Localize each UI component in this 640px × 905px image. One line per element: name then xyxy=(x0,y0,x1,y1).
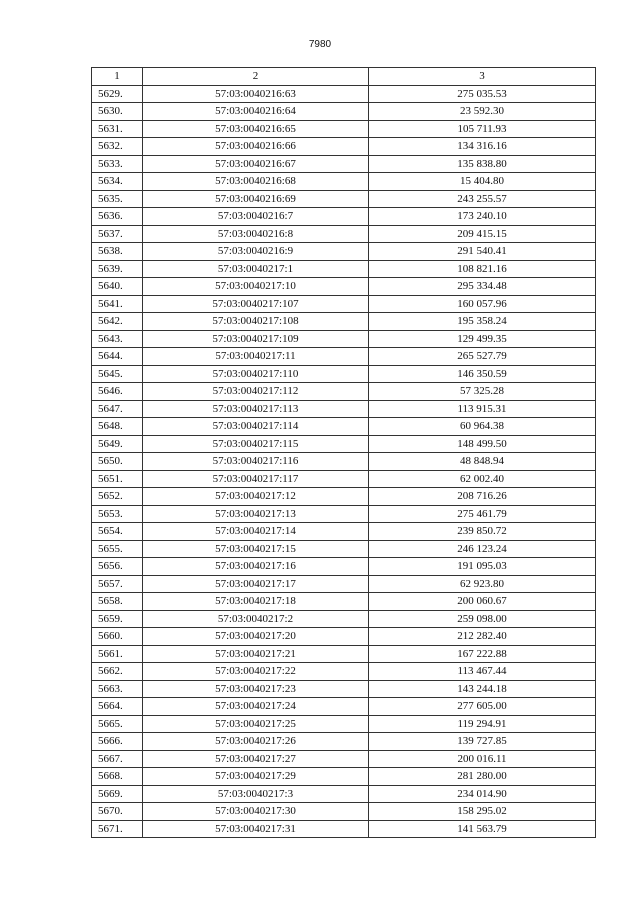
row-number-cell: 5655. xyxy=(92,540,143,558)
cadastral-value-cell: 281 280.00 xyxy=(369,768,596,786)
column-header-1: 1 xyxy=(92,68,143,86)
cadastral-number-cell: 57:03:0040217:114 xyxy=(143,418,369,436)
cadastral-number-cell: 57:03:0040217:10 xyxy=(143,278,369,296)
table-body xyxy=(92,68,596,838)
table-row xyxy=(92,558,596,576)
table-row xyxy=(92,628,596,646)
cadastral-value-cell: 200 060.67 xyxy=(369,593,596,611)
table-row xyxy=(92,715,596,733)
row-number-cell: 5629. xyxy=(92,85,143,103)
cadastral-value-cell: 108 821.16 xyxy=(369,260,596,278)
table-row xyxy=(92,400,596,418)
cadastral-number-cell: 57:03:0040217:25 xyxy=(143,715,369,733)
cadastral-value-cell: 148 499.50 xyxy=(369,435,596,453)
row-number-cell: 5659. xyxy=(92,610,143,628)
table-row xyxy=(92,645,596,663)
table-row xyxy=(92,85,596,103)
row-number-cell: 5658. xyxy=(92,593,143,611)
cadastral-value-cell: 129 499.35 xyxy=(369,330,596,348)
row-number-cell: 5647. xyxy=(92,400,143,418)
cadastral-value-cell: 134 316.16 xyxy=(369,138,596,156)
table-row xyxy=(92,190,596,208)
row-number-cell: 5654. xyxy=(92,523,143,541)
cadastral-value-cell: 277 605.00 xyxy=(369,698,596,716)
cadastral-value-cell: 212 282.40 xyxy=(369,628,596,646)
cadastral-number-cell: 57:03:0040217:31 xyxy=(143,820,369,838)
table-row xyxy=(92,523,596,541)
table-row xyxy=(92,313,596,331)
row-number-cell: 5668. xyxy=(92,768,143,786)
cadastral-value-cell: 246 123.24 xyxy=(369,540,596,558)
row-number-cell: 5635. xyxy=(92,190,143,208)
cadastral-number-cell: 57:03:0040217:12 xyxy=(143,488,369,506)
table-row xyxy=(92,173,596,191)
cadastral-number-cell: 57:03:0040216:7 xyxy=(143,208,369,226)
row-number-cell: 5669. xyxy=(92,785,143,803)
cadastral-number-cell: 57:03:0040216:63 xyxy=(143,85,369,103)
row-number-cell: 5656. xyxy=(92,558,143,576)
cadastral-value-cell: 234 014.90 xyxy=(369,785,596,803)
cadastral-number-cell: 57:03:0040217:24 xyxy=(143,698,369,716)
cadastral-number-cell: 57:03:0040216:64 xyxy=(143,103,369,121)
row-number-cell: 5665. xyxy=(92,715,143,733)
cadastral-value-cell: 119 294.91 xyxy=(369,715,596,733)
cadastral-value-cell: 209 415.15 xyxy=(369,225,596,243)
table-row xyxy=(92,680,596,698)
cadastral-value-cell: 48 848.94 xyxy=(369,453,596,471)
row-number-cell: 5671. xyxy=(92,820,143,838)
table-row xyxy=(92,610,596,628)
table-row xyxy=(92,820,596,838)
cadastral-number-cell: 57:03:0040217:11 xyxy=(143,348,369,366)
cadastral-value-cell: 239 850.72 xyxy=(369,523,596,541)
row-number-cell: 5646. xyxy=(92,383,143,401)
row-number-cell: 5640. xyxy=(92,278,143,296)
table-row xyxy=(92,348,596,366)
cadastral-value-cell: 62 002.40 xyxy=(369,470,596,488)
table-row xyxy=(92,575,596,593)
table-row xyxy=(92,260,596,278)
cadastral-number-cell: 57:03:0040217:13 xyxy=(143,505,369,523)
row-number-cell: 5630. xyxy=(92,103,143,121)
cadastral-value-cell: 291 540.41 xyxy=(369,243,596,261)
row-number-cell: 5637. xyxy=(92,225,143,243)
table-row xyxy=(92,803,596,821)
table-row xyxy=(92,103,596,121)
cadastral-number-cell: 57:03:0040217:27 xyxy=(143,750,369,768)
cadastral-number-cell: 57:03:0040217:18 xyxy=(143,593,369,611)
cadastral-number-cell: 57:03:0040217:112 xyxy=(143,383,369,401)
row-number-cell: 5652. xyxy=(92,488,143,506)
table-row xyxy=(92,435,596,453)
table-row xyxy=(92,365,596,383)
cadastral-number-cell: 57:03:0040217:1 xyxy=(143,260,369,278)
row-number-cell: 5648. xyxy=(92,418,143,436)
cadastral-number-cell: 57:03:0040217:23 xyxy=(143,680,369,698)
row-number-cell: 5633. xyxy=(92,155,143,173)
cadastral-value-cell: 160 057.96 xyxy=(369,295,596,313)
row-number-cell: 5651. xyxy=(92,470,143,488)
cadastral-number-cell: 57:03:0040216:69 xyxy=(143,190,369,208)
cadastral-number-cell: 57:03:0040216:68 xyxy=(143,173,369,191)
table-row xyxy=(92,120,596,138)
cadastral-value-cell: 113 915.31 xyxy=(369,400,596,418)
table-row xyxy=(92,663,596,681)
table-header-row xyxy=(92,68,596,86)
column-header-3: 3 xyxy=(369,68,596,86)
row-number-cell: 5662. xyxy=(92,663,143,681)
cadastral-value-cell: 295 334.48 xyxy=(369,278,596,296)
cadastral-value-cell: 265 527.79 xyxy=(369,348,596,366)
page-number: 7980 xyxy=(308,39,332,50)
cadastral-value-cell: 62 923.80 xyxy=(369,575,596,593)
cadastral-number-cell: 57:03:0040217:117 xyxy=(143,470,369,488)
row-number-cell: 5632. xyxy=(92,138,143,156)
row-number-cell: 5649. xyxy=(92,435,143,453)
table-row xyxy=(92,540,596,558)
cadastral-number-cell: 57:03:0040217:107 xyxy=(143,295,369,313)
cadastral-number-cell: 57:03:0040216:65 xyxy=(143,120,369,138)
cadastral-value-cell: 275 035.53 xyxy=(369,85,596,103)
cadastral-number-cell: 57:03:0040217:14 xyxy=(143,523,369,541)
row-number-cell: 5653. xyxy=(92,505,143,523)
table-row xyxy=(92,453,596,471)
row-number-cell: 5636. xyxy=(92,208,143,226)
table-row xyxy=(92,208,596,226)
table-row xyxy=(92,418,596,436)
cadastral-number-cell: 57:03:0040217:110 xyxy=(143,365,369,383)
cadastral-number-cell: 57:03:0040216:67 xyxy=(143,155,369,173)
cadastral-value-cell: 135 838.80 xyxy=(369,155,596,173)
cadastral-value-cell: 113 467.44 xyxy=(369,663,596,681)
cadastral-number-cell: 57:03:0040217:21 xyxy=(143,645,369,663)
cadastral-value-cell: 143 244.18 xyxy=(369,680,596,698)
cadastral-number-cell: 57:03:0040216:66 xyxy=(143,138,369,156)
cadastral-value-cell: 167 222.88 xyxy=(369,645,596,663)
table-row xyxy=(92,785,596,803)
cadastral-number-cell: 57:03:0040216:9 xyxy=(143,243,369,261)
row-number-cell: 5660. xyxy=(92,628,143,646)
cadastral-value-cell: 146 350.59 xyxy=(369,365,596,383)
row-number-cell: 5645. xyxy=(92,365,143,383)
cadastral-number-cell: 57:03:0040217:113 xyxy=(143,400,369,418)
table-row xyxy=(92,155,596,173)
row-number-cell: 5670. xyxy=(92,803,143,821)
row-number-cell: 5639. xyxy=(92,260,143,278)
table-row xyxy=(92,750,596,768)
row-number-cell: 5631. xyxy=(92,120,143,138)
table-row xyxy=(92,470,596,488)
cadastral-number-cell: 57:03:0040217:15 xyxy=(143,540,369,558)
row-number-cell: 5643. xyxy=(92,330,143,348)
cadastral-value-cell: 139 727.85 xyxy=(369,733,596,751)
cadastral-value-cell: 57 325.28 xyxy=(369,383,596,401)
cadastral-number-cell: 57:03:0040217:26 xyxy=(143,733,369,751)
cadastral-number-cell: 57:03:0040217:22 xyxy=(143,663,369,681)
cadastral-value-cell: 173 240.10 xyxy=(369,208,596,226)
cadastral-value-cell: 23 592.30 xyxy=(369,103,596,121)
cadastral-number-cell: 57:03:0040217:29 xyxy=(143,768,369,786)
row-number-cell: 5638. xyxy=(92,243,143,261)
cadastral-value-cell: 200 016.11 xyxy=(369,750,596,768)
cadastral-number-cell: 57:03:0040217:16 xyxy=(143,558,369,576)
cadastral-value-cell: 141 563.79 xyxy=(369,820,596,838)
table-row xyxy=(92,505,596,523)
table-row xyxy=(92,698,596,716)
table-row xyxy=(92,330,596,348)
cadastral-number-cell: 57:03:0040216:8 xyxy=(143,225,369,243)
row-number-cell: 5642. xyxy=(92,313,143,331)
cadastral-value-cell: 259 098.00 xyxy=(369,610,596,628)
cadastral-number-cell: 57:03:0040217:115 xyxy=(143,435,369,453)
cadastral-value-cell: 60 964.38 xyxy=(369,418,596,436)
row-number-cell: 5650. xyxy=(92,453,143,471)
cadastral-value-table xyxy=(91,67,596,838)
row-number-cell: 5644. xyxy=(92,348,143,366)
cadastral-value-cell: 243 255.57 xyxy=(369,190,596,208)
cadastral-value-cell: 275 461.79 xyxy=(369,505,596,523)
row-number-cell: 5641. xyxy=(92,295,143,313)
row-number-cell: 5663. xyxy=(92,680,143,698)
cadastral-number-cell: 57:03:0040217:108 xyxy=(143,313,369,331)
cadastral-number-cell: 57:03:0040217:109 xyxy=(143,330,369,348)
cadastral-number-cell: 57:03:0040217:116 xyxy=(143,453,369,471)
cadastral-value-cell: 105 711.93 xyxy=(369,120,596,138)
cadastral-value-cell: 191 095.03 xyxy=(369,558,596,576)
table-row xyxy=(92,138,596,156)
cadastral-number-cell: 57:03:0040217:2 xyxy=(143,610,369,628)
cadastral-value-cell: 208 716.26 xyxy=(369,488,596,506)
row-number-cell: 5634. xyxy=(92,173,143,191)
cadastral-number-cell: 57:03:0040217:17 xyxy=(143,575,369,593)
row-number-cell: 5661. xyxy=(92,645,143,663)
cadastral-value-cell: 195 358.24 xyxy=(369,313,596,331)
table-row xyxy=(92,593,596,611)
table-row xyxy=(92,733,596,751)
cadastral-number-cell: 57:03:0040217:3 xyxy=(143,785,369,803)
cadastral-value-cell: 158 295.02 xyxy=(369,803,596,821)
cadastral-number-cell: 57:03:0040217:30 xyxy=(143,803,369,821)
row-number-cell: 5667. xyxy=(92,750,143,768)
row-number-cell: 5664. xyxy=(92,698,143,716)
table-row xyxy=(92,383,596,401)
cadastral-number-cell: 57:03:0040217:20 xyxy=(143,628,369,646)
table-row xyxy=(92,488,596,506)
row-number-cell: 5666. xyxy=(92,733,143,751)
row-number-cell: 5657. xyxy=(92,575,143,593)
table-row xyxy=(92,295,596,313)
table-row xyxy=(92,225,596,243)
table-row xyxy=(92,278,596,296)
table-row xyxy=(92,768,596,786)
cadastral-value-cell: 15 404.80 xyxy=(369,173,596,191)
table-row xyxy=(92,243,596,261)
column-header-2: 2 xyxy=(143,68,369,86)
